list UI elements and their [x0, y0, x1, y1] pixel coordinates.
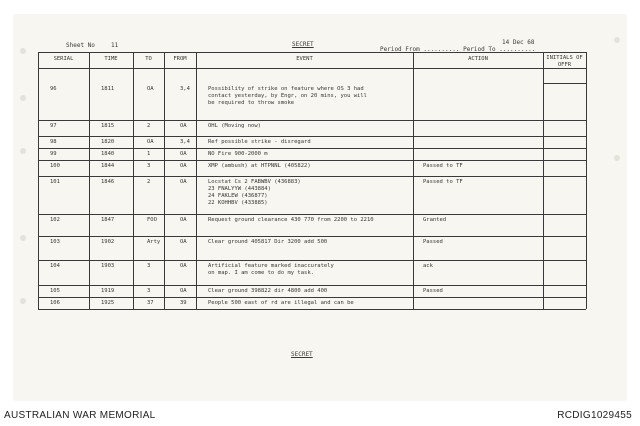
cell-serial: 102 — [50, 217, 60, 223]
cell-action: Passed — [423, 239, 443, 245]
cell-serial: 104 — [50, 263, 60, 269]
cell-action: Passed — [423, 288, 443, 294]
cell-serial: 98 — [50, 139, 57, 145]
row-divider — [38, 120, 586, 121]
cell-to: 3 — [147, 263, 151, 269]
column-divider — [196, 52, 197, 309]
cell-time: 1902 — [101, 239, 115, 245]
cell-time: 1815 — [101, 123, 115, 129]
col-header-action: ACTION — [468, 56, 488, 62]
cell-event-line: Request ground clearance 430 770 from 2200 to 2210 — [208, 217, 374, 223]
sheet-number: 11 — [111, 42, 119, 49]
table-border-top — [38, 52, 586, 53]
cell-time: 1846 — [101, 179, 115, 185]
punch-hole — [20, 48, 26, 54]
cell-event-line: People 500 east of rd are illegal and can be — [208, 300, 354, 306]
archive-reference: RCDIG1029455 — [557, 410, 632, 421]
cell-event-line: contact yesterday, by Engr, on 20 mins, you will — [208, 93, 367, 99]
cell-event-line: on map. I am come to do my task. — [208, 270, 314, 276]
column-divider — [164, 52, 165, 309]
cell-event-line: be required to throw smoke — [208, 100, 295, 106]
cell-time: 1820 — [101, 139, 115, 145]
col-header-time: TIME — [104, 56, 118, 62]
punch-hole — [20, 235, 26, 241]
cell-time: 1919 — [101, 288, 115, 294]
column-divider — [413, 52, 414, 309]
row-divider — [38, 176, 586, 177]
period-label: Period From .......... Period To .......... — [380, 46, 536, 53]
punch-hole — [20, 298, 26, 304]
cell-from: 3,4 — [180, 139, 190, 145]
cell-to: 2 — [147, 123, 151, 129]
cell-event-line: OHL (Moving now) — [208, 123, 261, 129]
row-divider — [38, 285, 586, 286]
cell-event-line: Ref possible strike - disregard — [208, 139, 311, 145]
cell-to: 1 — [147, 151, 151, 157]
cell-event-line: Clear ground 405817 Dir 3200 add 500 — [208, 239, 328, 245]
cell-serial: 100 — [50, 163, 60, 169]
cell-from: OA — [180, 123, 187, 129]
cell-event-line: Clear ground 398822 dir 4800 add 400 — [208, 288, 328, 294]
cell-serial: 96 — [50, 86, 57, 92]
cell-time: 1903 — [101, 263, 115, 269]
cell-from: 39 — [180, 300, 187, 306]
col-header-serial: SERIAL — [53, 56, 74, 62]
cell-from: 3,4 — [180, 86, 190, 92]
cell-from: OA — [180, 151, 187, 157]
header-divider — [38, 68, 586, 69]
cell-to: FOO — [147, 217, 157, 223]
cell-serial: 99 — [50, 151, 57, 157]
cell-action: Passed to TF — [423, 163, 463, 169]
cell-serial: 103 — [50, 239, 60, 245]
cell-event-line: XMP (ambush) at HTPNNL (405822) — [208, 163, 311, 169]
row-divider — [38, 260, 586, 261]
cell-from: OA — [180, 288, 187, 294]
col-header-event: EVENT — [296, 56, 313, 62]
punch-hole — [20, 148, 26, 154]
cell-event-line: NO Fire 900-2000 m — [208, 151, 268, 157]
row-divider — [38, 297, 586, 298]
cell-to: Arty — [147, 239, 161, 245]
archive-credit: AUSTRALIAN WAR MEMORIAL — [4, 410, 156, 421]
row-divider — [38, 148, 586, 149]
cell-serial: 97 — [50, 123, 57, 129]
row-divider — [38, 136, 586, 137]
classification-bottom: SECRET — [291, 351, 313, 358]
cell-time: 1844 — [101, 163, 115, 169]
cell-time: 1811 — [101, 86, 115, 92]
table-border-bottom — [38, 309, 586, 310]
column-divider — [38, 52, 39, 309]
document-sheet — [14, 15, 626, 400]
cell-time: 1847 — [101, 217, 115, 223]
row-divider — [38, 214, 586, 215]
cell-event-line: 24 FAKLEW (436877) — [208, 193, 268, 199]
cell-from: OA — [180, 179, 187, 185]
cell-serial: 105 — [50, 288, 60, 294]
cell-to: OA — [147, 86, 154, 92]
cell-to: 3 — [147, 288, 151, 294]
cell-from: OA — [180, 263, 187, 269]
column-divider — [133, 52, 134, 309]
col-header-from: FROM — [173, 56, 187, 62]
cell-event-line: 23 FNALYYW (443884) — [208, 186, 271, 192]
cell-event-line: Locstat Cs 2 FABWBV (436883) — [208, 179, 301, 185]
cell-time: 1925 — [101, 300, 115, 306]
punch-hole — [20, 95, 26, 101]
punch-hole — [614, 155, 620, 161]
column-divider — [586, 52, 587, 309]
row-divider — [38, 236, 586, 237]
cell-action: Passed to TF — [423, 179, 463, 185]
header-underline — [543, 83, 586, 84]
cell-serial: 106 — [50, 300, 60, 306]
column-divider — [89, 52, 90, 309]
cell-to: OA — [147, 139, 154, 145]
cell-from: OA — [180, 217, 187, 223]
cell-serial: 101 — [50, 179, 60, 185]
cell-time: 1840 — [101, 151, 115, 157]
col-header-to: TO — [145, 56, 152, 62]
cell-event-line: Possibility of strike on feature where OS 3 had — [208, 86, 364, 92]
cell-to: 3 — [147, 163, 151, 169]
period-date: 14 Dec 68 — [502, 39, 535, 46]
cell-from: OA — [180, 163, 187, 169]
cell-to: 37 — [147, 300, 154, 306]
cell-from: OA — [180, 239, 187, 245]
cell-to: 2 — [147, 179, 151, 185]
punch-hole — [614, 37, 620, 43]
row-divider — [38, 160, 586, 161]
col-header-initials: INITIALS OF OFFR — [546, 55, 583, 68]
cell-event-line: 22 KOHHBV (433885) — [208, 200, 268, 206]
classification-top: SECRET — [292, 41, 314, 48]
cell-action: Granted — [423, 217, 447, 223]
column-divider — [543, 52, 544, 309]
cell-action: ack — [423, 263, 433, 269]
cell-event-line: Artificial feature marked inaccurately — [208, 263, 334, 269]
sheet-label: Sheet No — [66, 42, 95, 49]
